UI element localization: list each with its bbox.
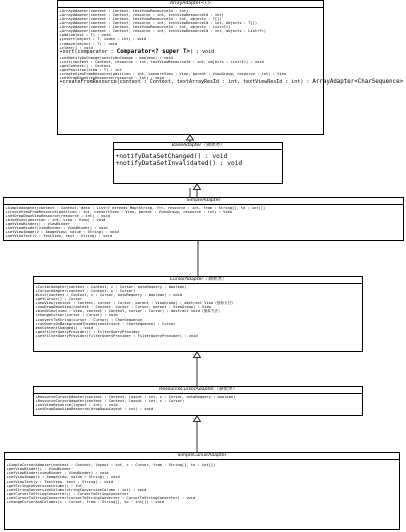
method-prefix: +createFromResource(context : Context, textArrayResId : int, textViewResId : int) : xyxy=(59,79,313,86)
arrowhead-simplecursor-to-resource xyxy=(194,416,201,422)
method-line: +getCursor() : Cursor xyxy=(35,296,83,301)
class-simple-cursor-adapter xyxy=(4,452,400,530)
method-line: +setCursorToStringConverter(cursorToStringConverter : CursorToStringConverter) : void xyxy=(6,496,196,501)
method-line: +setViewResource(layout : int) : void xyxy=(35,402,118,407)
method-line: +setViewBinder(viewBinder : ViewBinder) : void xyxy=(6,471,109,476)
method-line: +setDropDownViewResource(resource : int) : void xyxy=(59,76,164,81)
method-line: +getPosition(item : T) : int xyxy=(59,67,122,72)
return-type: ArrayAdapter<CharSequence> xyxy=(312,79,404,86)
method-line: +getViewBinder() : ViewBinder xyxy=(6,467,71,472)
method-line-create xyxy=(59,79,404,86)
method-line: +getCursorToStringConverter() : CursorToStringConverter xyxy=(6,491,129,496)
class-title: BaseAdapter（抽象类） xyxy=(114,143,282,150)
method-line: +bindView(position : int, view : View) : void xyxy=(5,217,106,222)
method-line: +notifyDataSetInvalidated() : void xyxy=(115,160,243,168)
method-prefix: +sort(comparator : xyxy=(59,48,117,55)
method-line: +add(object : T) : void xyxy=(59,33,111,38)
class-simple-adapter xyxy=(3,197,404,241)
method-line: +setViewText(v : TextView, text : String) : void xyxy=(6,479,114,484)
class-title: CursorAdapter（抽象类） xyxy=(34,277,362,284)
method-line: +init(context : Context, resource : int, textViewResourceId : int, objects : List<T>) : void xyxy=(59,59,264,64)
method-line: +CursorAdapter(context : Context, c : Cursor, autoRequery : boolean) xyxy=(35,284,187,289)
comparator-type: Comparator<? super T> xyxy=(116,48,190,55)
method-line: +getStringConversionColumn() : int xyxy=(6,483,82,488)
class-title: ResourceCursorAdapter（抽象类） xyxy=(34,387,362,394)
method-line: +remove(object : T) : void xyxy=(59,41,118,46)
method-line: +getViewBinder() : ViewBinder xyxy=(5,222,70,227)
method-line: +ArrayAdapter(context : Context, textViewResourceId : int) xyxy=(59,8,189,13)
method-line: +ResourceCursorAdapter(context : Context, layout : int, c : Cursor, autoRequery : boolean) xyxy=(35,394,236,399)
method-line: +bindView(view : View, context : Context, cursor : Cursor) : abstract void（抽象方法） xyxy=(35,309,222,314)
method-line: +changeCursorAndColumns(c : Cursor, from : String[], to : int[]) : void xyxy=(6,500,165,505)
method-line: +ArrayAdapter(context : Context, textViewResourceId : int, objects : T[]) xyxy=(59,16,222,21)
method-line: +insert(object : T, index : int) : void xyxy=(59,37,147,42)
method-line: +createViewFromResource(position : int, convertView : View, parent : ViewGroup, resource : int) : View xyxy=(5,209,232,214)
class-title: SimpleAdapter xyxy=(4,198,403,205)
arrowhead-array-to-base xyxy=(187,135,194,140)
method-line: +getContext() : Context xyxy=(59,63,111,68)
method-line: +newDropDownView(context : Context, cursor : Cursor, parent : ViewGroup) : View xyxy=(35,305,211,310)
class-title: SimpleCursorAdapter xyxy=(5,453,399,460)
method-line: +runQueryOnBackgroundThread(constraint : CharSequence) : Cursor xyxy=(35,321,176,326)
method-line: +changeCursor(cursor : Cursor) : void xyxy=(35,313,118,318)
method-line: +setViewImage(v : ImageView, value : String) : void xyxy=(6,475,120,480)
method-line: +setFilterQueryProvider(filterQueryProvider : FilterQueryProvider) : void xyxy=(35,334,198,339)
class-array-adapter xyxy=(57,0,404,135)
method-line: +setNotifyOnChange(notifyOnChange : boolean) : void xyxy=(59,55,173,60)
class-cursor-adapter xyxy=(33,276,363,352)
method-line: +SimpleAdapter(context : Context, data : List<? extends Map<String, ?>>, resource : int, from : String[], to : int[]) xyxy=(5,205,266,210)
method-line: +setDropDownViewResource(resource : int) : void xyxy=(5,213,110,218)
method-line: +createViewFromResource(position : int, convertView : View, parent : ViewGroup, resource : int) : View xyxy=(59,72,286,77)
method-line: #init(context : Context, c : Cursor, autoRequery : boolean) : void xyxy=(35,292,183,297)
method-line: +getFilterQueryProvider() : FilterQueryProvider xyxy=(35,330,140,335)
method-line: +ArrayAdapter(context : Context, textViewResourceId : int, objects : List<T>) xyxy=(59,25,231,30)
method-line: +CursorAdapter(context : Context, c : Cursor) xyxy=(35,288,136,293)
method-line: #onContentChanged() : void xyxy=(35,325,94,330)
method-line: +setStringConversionColumn(stringConversionColumn : int) : void xyxy=(6,487,147,492)
method-suffix: ) : void xyxy=(190,48,215,55)
method-line: +ArrayAdapter(context : Context, resource : int, textViewResourceId : int, objects : List<T>) xyxy=(59,29,266,34)
class-resource-cursor-adapter xyxy=(33,386,363,416)
method-line: +ArrayAdapter(context : Context, resource : int, textViewResourceId : int, objects : T[]) xyxy=(59,20,258,25)
method-line: +convertToString(cursor : Cursor) : CharSequence xyxy=(35,317,143,322)
method-line: +setViewBinder(viewBinder : ViewBinder) : void xyxy=(5,226,108,231)
arrowhead-simple-to-base xyxy=(194,184,201,190)
method-line: +notifyDataSetChanged() : void xyxy=(115,153,228,160)
method-line: +clear() : void xyxy=(59,45,93,50)
class-base-adapter xyxy=(113,142,283,184)
method-line: +setDropDownViewResource(dropDownLayout : int) : void xyxy=(35,406,154,411)
arrowhead-resource-to-cursor xyxy=(194,352,201,358)
method-line: +SimpleCursorAdapter(context : Context, layout : int, c : Cursor, from : String[], to : int[]) xyxy=(6,463,216,467)
method-line: +setViewText(v : TextView, text : String) : void xyxy=(5,234,113,239)
method-line: +setViewImage(v : ImageView, value : String) : void xyxy=(5,230,119,235)
method-line: +newView(context : Context, cursor : Cursor, parent : ViewGroup) : abstract View（抽象方法） xyxy=(35,301,236,306)
method-line: +ArrayAdapter(context : Context, resource : int, textViewResourceId : int) xyxy=(59,12,224,17)
class-title: ArrayAdapter<T> xyxy=(58,1,323,8)
method-line: +ResourceCursorAdapter(context : Context, layout : int, c : Cursor) xyxy=(35,398,185,403)
